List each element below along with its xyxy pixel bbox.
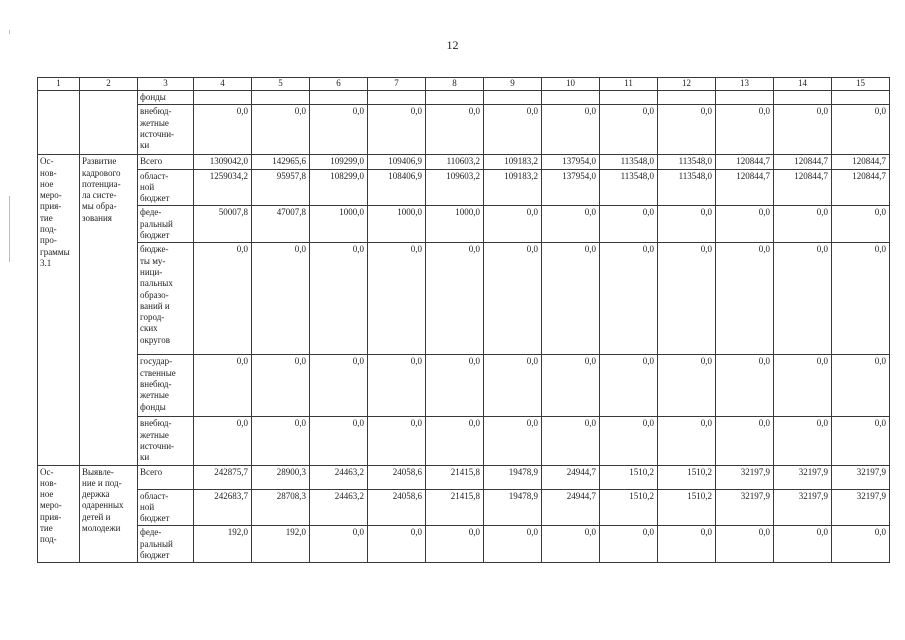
amount-cell: 120844,7 — [832, 169, 890, 206]
funding-source: феде- ральный бюджет — [138, 526, 194, 563]
funding-source: государ- ственные внебюд- жетные фонды — [138, 355, 194, 417]
column-number: 5 — [252, 78, 310, 91]
amount-cell: 0,0 — [774, 206, 832, 243]
amount-cell: 1510,2 — [600, 465, 658, 489]
amount-cell: 0,0 — [774, 417, 832, 465]
amount-cell: 0,0 — [484, 243, 542, 355]
amount-cell: 24463,2 — [310, 489, 368, 526]
amount-cell: 0,0 — [832, 243, 890, 355]
amount-cell: 0,0 — [310, 243, 368, 355]
amount-cell: 120844,7 — [716, 169, 774, 206]
amount-cell: 0,0 — [542, 417, 600, 465]
amount-cell: 109183,2 — [484, 155, 542, 169]
event-name: Развитие кадрового потенциа- ла систе- мы обра- зования — [80, 155, 138, 465]
amount-cell: 0,0 — [658, 243, 716, 355]
column-number: 13 — [716, 78, 774, 91]
amount-cell: 108299,0 — [310, 169, 368, 206]
column-number: 3 — [138, 78, 194, 91]
funding-source: феде- ральный бюджет — [138, 206, 194, 243]
table-row — [38, 465, 890, 489]
amount-cell: 19478,9 — [484, 489, 542, 526]
amount-cell: 0,0 — [600, 105, 658, 155]
amount-cell: 0,0 — [426, 417, 484, 465]
binding-mark — [9, 196, 10, 262]
column-number: 9 — [484, 78, 542, 91]
column-number: 15 — [832, 78, 890, 91]
amount-cell: 0,0 — [484, 526, 542, 563]
amount-cell: 50007,8 — [194, 206, 252, 243]
amount-cell: 0,0 — [658, 105, 716, 155]
amount-cell: 0,0 — [194, 417, 252, 465]
funding-source: област- ной бюджет — [138, 169, 194, 206]
column-number: 10 — [542, 78, 600, 91]
column-number: 6 — [310, 78, 368, 91]
amount-cell — [252, 91, 310, 105]
table-row — [38, 489, 890, 526]
table-row — [38, 417, 890, 465]
column-number: 7 — [368, 78, 426, 91]
column-number: 2 — [80, 78, 138, 91]
amount-cell: 0,0 — [542, 243, 600, 355]
column-number: 14 — [774, 78, 832, 91]
amount-cell — [368, 91, 426, 105]
amount-cell: 110603,2 — [426, 155, 484, 169]
amount-cell: 0,0 — [716, 526, 774, 563]
amount-cell: 32197,9 — [716, 465, 774, 489]
amount-cell: 0,0 — [600, 526, 658, 563]
table-row — [38, 169, 890, 206]
amount-cell: 137954,0 — [542, 169, 600, 206]
amount-cell: 19478,9 — [484, 465, 542, 489]
amount-cell: 142965,6 — [252, 155, 310, 169]
amount-cell — [716, 91, 774, 105]
amount-cell: 137954,0 — [542, 155, 600, 169]
amount-cell: 0,0 — [600, 206, 658, 243]
amount-cell: 0,0 — [774, 243, 832, 355]
amount-cell: 1000,0 — [310, 206, 368, 243]
amount-cell: 0,0 — [658, 526, 716, 563]
amount-cell: 120844,7 — [716, 155, 774, 169]
amount-cell: 0,0 — [368, 243, 426, 355]
amount-cell — [832, 91, 890, 105]
amount-cell: 0,0 — [426, 526, 484, 563]
amount-cell: 32197,9 — [774, 465, 832, 489]
amount-cell — [194, 91, 252, 105]
column-number: 1 — [38, 78, 80, 91]
amount-cell: 0,0 — [310, 105, 368, 155]
amount-cell: 108406,9 — [368, 169, 426, 206]
table-row — [38, 526, 890, 563]
amount-cell: 1000,0 — [426, 206, 484, 243]
table-row — [38, 355, 890, 417]
amount-cell: 0,0 — [484, 206, 542, 243]
amount-cell: 0,0 — [542, 526, 600, 563]
table-row — [38, 155, 890, 169]
amount-cell: 113548,0 — [600, 155, 658, 169]
amount-cell: 0,0 — [716, 355, 774, 417]
amount-cell: 0,0 — [194, 105, 252, 155]
amount-cell: 0,0 — [368, 417, 426, 465]
amount-cell — [542, 91, 600, 105]
activity-name: Ос- нов- ное меро- прия- тие под- — [38, 465, 80, 563]
amount-cell: 192,0 — [252, 526, 310, 563]
amount-cell — [484, 91, 542, 105]
amount-cell: 0,0 — [484, 417, 542, 465]
amount-cell: 0,0 — [194, 243, 252, 355]
amount-cell: 95957,8 — [252, 169, 310, 206]
amount-cell: 0,0 — [484, 105, 542, 155]
amount-cell: 32197,9 — [832, 489, 890, 526]
event-name: Выявле- ние и под- держка одаренных детей и молодежи — [80, 465, 138, 563]
amount-cell: 0,0 — [426, 243, 484, 355]
amount-cell — [600, 91, 658, 105]
page-number: 12 — [446, 38, 459, 52]
amount-cell: 0,0 — [716, 105, 774, 155]
amount-cell: 109406,9 — [368, 155, 426, 169]
activity-name — [38, 91, 80, 155]
amount-cell: 0,0 — [542, 105, 600, 155]
amount-cell: 0,0 — [774, 355, 832, 417]
amount-cell: 0,0 — [658, 355, 716, 417]
amount-cell: 32197,9 — [832, 465, 890, 489]
amount-cell: 0,0 — [426, 355, 484, 417]
amount-cell: 1510,2 — [658, 465, 716, 489]
amount-cell: 1510,2 — [600, 489, 658, 526]
amount-cell — [658, 91, 716, 105]
amount-cell: 0,0 — [600, 355, 658, 417]
amount-cell: 120844,7 — [774, 155, 832, 169]
amount-cell: 109299,0 — [310, 155, 368, 169]
amount-cell: 0,0 — [194, 355, 252, 417]
funding-source: област- ной бюджет — [138, 489, 194, 526]
amount-cell: 0,0 — [252, 355, 310, 417]
amount-cell: 0,0 — [310, 526, 368, 563]
amount-cell: 0,0 — [368, 355, 426, 417]
amount-cell: 47007,8 — [252, 206, 310, 243]
amount-cell: 28900,3 — [252, 465, 310, 489]
amount-cell: 0,0 — [832, 526, 890, 563]
amount-cell: 1309042,0 — [194, 155, 252, 169]
amount-cell: 0,0 — [716, 417, 774, 465]
amount-cell: 120844,7 — [774, 169, 832, 206]
table-row — [38, 105, 890, 155]
amount-cell: 0,0 — [368, 526, 426, 563]
amount-cell: 28708,3 — [252, 489, 310, 526]
amount-cell: 242683,7 — [194, 489, 252, 526]
budget-table — [37, 77, 890, 563]
amount-cell: 0,0 — [252, 243, 310, 355]
table-row — [38, 91, 890, 105]
amount-cell: 24463,2 — [310, 465, 368, 489]
amount-cell: 1000,0 — [368, 206, 426, 243]
amount-cell: 0,0 — [600, 243, 658, 355]
amount-cell: 0,0 — [716, 206, 774, 243]
amount-cell: 0,0 — [658, 206, 716, 243]
amount-cell: 0,0 — [832, 355, 890, 417]
column-number: 4 — [194, 78, 252, 91]
amount-cell: 32197,9 — [716, 489, 774, 526]
amount-cell: 0,0 — [600, 417, 658, 465]
amount-cell: 32197,9 — [774, 489, 832, 526]
amount-cell: 0,0 — [716, 243, 774, 355]
amount-cell: 0,0 — [426, 105, 484, 155]
amount-cell: 0,0 — [658, 417, 716, 465]
funding-source: бюдже- ты му- ници- пальных образо- ваний и город- ских округов — [138, 243, 194, 355]
column-number: 12 — [658, 78, 716, 91]
amount-cell: 192,0 — [194, 526, 252, 563]
amount-cell: 0,0 — [832, 206, 890, 243]
funding-source: Всего — [138, 155, 194, 169]
amount-cell: 0,0 — [252, 417, 310, 465]
amount-cell: 0,0 — [252, 105, 310, 155]
activity-name: Ос- нов- ное меро- прия- тие под- про- граммы 3.1 — [38, 155, 80, 465]
amount-cell: 113548,0 — [658, 155, 716, 169]
amount-cell: 0,0 — [832, 417, 890, 465]
amount-cell: 24944,7 — [542, 465, 600, 489]
table-row — [38, 206, 890, 243]
funding-source: внебюд- жетные источни- ки — [138, 105, 194, 155]
amount-cell: 0,0 — [832, 105, 890, 155]
funding-source: Всего — [138, 465, 194, 489]
amount-cell: 24944,7 — [542, 489, 600, 526]
event-name — [80, 91, 138, 155]
amount-cell — [426, 91, 484, 105]
amount-cell: 120844,7 — [832, 155, 890, 169]
amount-cell: 0,0 — [774, 526, 832, 563]
amount-cell: 1510,2 — [658, 489, 716, 526]
column-number: 8 — [426, 78, 484, 91]
amount-cell: 113548,0 — [600, 169, 658, 206]
amount-cell: 0,0 — [542, 206, 600, 243]
amount-cell: 21415,8 — [426, 465, 484, 489]
amount-cell: 21415,8 — [426, 489, 484, 526]
column-number: 11 — [600, 78, 658, 91]
amount-cell — [774, 91, 832, 105]
column-number-row — [38, 78, 890, 91]
amount-cell: 0,0 — [310, 355, 368, 417]
amount-cell: 109183,2 — [484, 169, 542, 206]
amount-cell: 242875,7 — [194, 465, 252, 489]
amount-cell: 24058,6 — [368, 465, 426, 489]
funding-source: фонды — [138, 91, 194, 105]
amount-cell: 24058,6 — [368, 489, 426, 526]
amount-cell: 0,0 — [368, 105, 426, 155]
amount-cell: 0,0 — [774, 105, 832, 155]
amount-cell — [310, 91, 368, 105]
table-row — [38, 243, 890, 355]
funding-source: внебюд- жетные источни- ки — [138, 417, 194, 465]
amount-cell: 1259034,2 — [194, 169, 252, 206]
amount-cell: 0,0 — [484, 355, 542, 417]
amount-cell: 0,0 — [310, 417, 368, 465]
amount-cell: 109603,2 — [426, 169, 484, 206]
amount-cell: 113548,0 — [658, 169, 716, 206]
amount-cell: 0,0 — [542, 355, 600, 417]
binding-mark — [9, 30, 10, 34]
